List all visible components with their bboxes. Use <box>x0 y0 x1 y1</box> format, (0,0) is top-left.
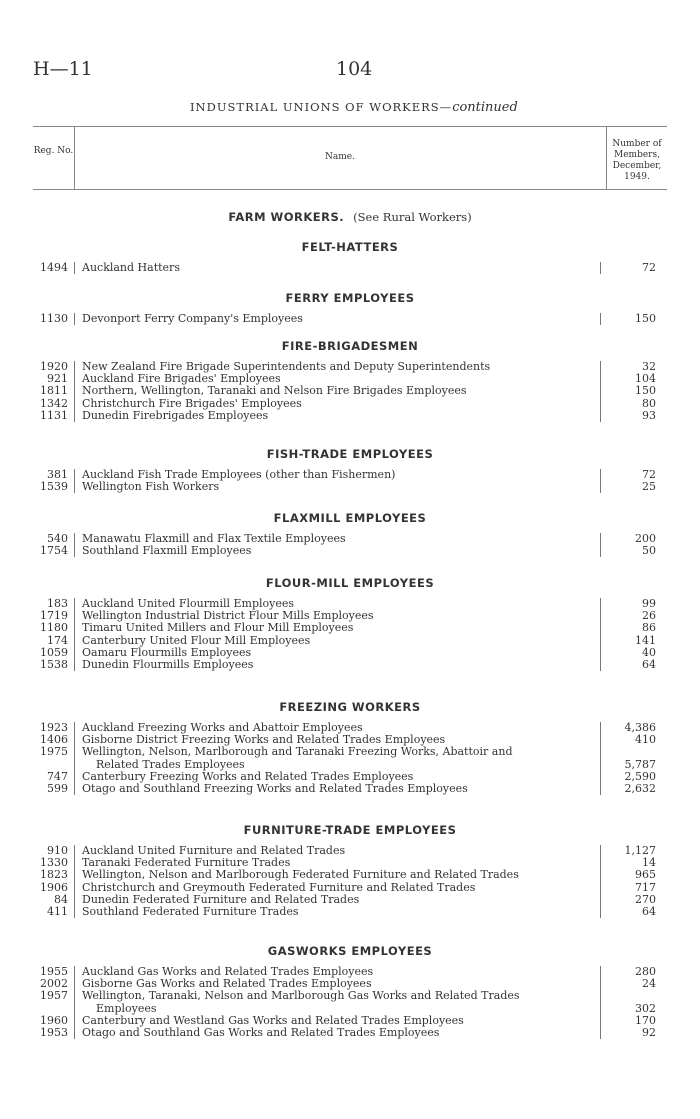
reg-number: 1180 <box>40 621 68 635</box>
reg-number: 1130 <box>40 312 68 325</box>
table-header-rule <box>33 189 667 190</box>
col-head-members: Number of Members, December, 1949. <box>612 139 662 182</box>
reg-number: 1131 <box>40 408 68 422</box>
member-count: 24 <box>642 977 656 991</box>
union-name: Wellington, Taranaki, Nelson and Marlborough Gas Works and Related Trades <box>82 989 520 1003</box>
reg-number: 1920 <box>40 360 68 373</box>
reg-number: 1342 <box>40 396 68 410</box>
reg-number: 540 <box>47 532 68 545</box>
table-row <box>0 635 700 647</box>
column-divider <box>600 845 601 918</box>
reg-number: 1960 <box>40 1013 68 1027</box>
union-name: Northern, Wellington, Taranaki and Nelson Fire Brigades Employees <box>82 384 467 398</box>
column-divider <box>74 361 75 422</box>
farm-workers-heading: FARM WORKERS. (See Rural Workers) <box>228 210 472 224</box>
union-name: Auckland Gas Works and Related Trades Employees <box>82 965 374 978</box>
table-row <box>0 659 700 671</box>
member-count: 64 <box>642 658 656 671</box>
union-name: Auckland Freezing Works and Abattoir Employees <box>82 721 363 734</box>
reg-number: 1330 <box>40 856 68 870</box>
member-count: 25 <box>642 480 656 494</box>
reg-number: 1975 <box>40 745 68 759</box>
column-divider <box>600 469 601 493</box>
table-row <box>0 398 700 410</box>
column-divider <box>600 966 601 1039</box>
reg-number: 1754 <box>40 544 68 558</box>
column-divider <box>600 722 601 795</box>
member-count: 93 <box>642 408 656 422</box>
member-count: 150 <box>635 312 656 325</box>
member-count: 280 <box>635 965 656 978</box>
union-name-continued: Employees <box>96 1001 157 1015</box>
union-name: Auckland United Furniture and Related Trades <box>82 844 346 857</box>
section-heading: FELT-HATTERS <box>301 240 399 254</box>
member-count: 92 <box>642 1026 656 1039</box>
table-row <box>0 622 700 634</box>
section-heading: FISH-TRADE EMPLOYEES <box>266 447 434 461</box>
page-code: H—11 <box>33 58 93 80</box>
reg-number: 910 <box>47 844 68 857</box>
member-count: 32 <box>642 360 656 373</box>
member-count: 717 <box>635 880 656 894</box>
member-count: 270 <box>635 892 656 906</box>
reg-number: 183 <box>47 597 68 610</box>
union-name: Wellington, Nelson and Marlborough Federated Furniture and Related Trades <box>82 868 519 882</box>
reg-number: 1719 <box>40 609 68 623</box>
table-row <box>0 410 700 422</box>
reg-number: 1539 <box>40 480 68 494</box>
member-count: 72 <box>642 261 656 274</box>
reg-number: 747 <box>47 769 68 783</box>
union-name: Auckland United Flourmill Employees <box>82 597 295 610</box>
member-count: 302 <box>635 1001 656 1015</box>
union-name: Dunedin Federated Furniture and Related Trades <box>82 892 360 906</box>
table-top-rule <box>33 126 667 127</box>
section-heading: FLAXMILL EMPLOYEES <box>273 511 427 525</box>
table-row <box>0 262 700 274</box>
reg-number: 2002 <box>40 977 68 991</box>
union-name: New Zealand Fire Brigade Superintendents and Deputy Superintendents <box>82 360 491 373</box>
member-count: 40 <box>642 645 656 659</box>
union-name: Dunedin Firebrigades Employees <box>82 408 269 422</box>
reg-number: 1538 <box>40 658 68 671</box>
union-name: Wellington Industrial District Flour Mills Employees <box>82 609 374 623</box>
reg-number: 1953 <box>40 1026 68 1039</box>
reg-number: 1906 <box>40 880 68 894</box>
section-heading: FIRE-BRIGADESMEN <box>281 339 419 353</box>
table-row <box>0 882 700 894</box>
member-count: 80 <box>642 396 656 410</box>
column-divider <box>600 598 601 671</box>
union-name: Auckland Fire Brigades' Employees <box>82 372 281 386</box>
member-count: 4,386 <box>624 721 656 734</box>
union-name: Otago and Southland Freezing Works and Related Trades Employees <box>82 782 468 795</box>
col-head-reg: Reg. No. <box>33 146 74 156</box>
member-count: 1,127 <box>624 844 656 857</box>
union-name: Devonport Ferry Company's Employees <box>82 312 303 325</box>
union-name: Manawatu Flaxmill and Flax Textile Employees <box>82 532 346 545</box>
member-count: 965 <box>635 868 656 882</box>
col-head-name: Name. <box>325 152 355 162</box>
union-name: Southland Federated Furniture Trades <box>82 905 299 918</box>
reg-number: 1923 <box>40 721 68 734</box>
column-divider <box>74 845 75 918</box>
column-divider <box>74 313 75 325</box>
column-divider <box>74 469 75 493</box>
union-name: Otago and Southland Gas Works and Related Trades Employees <box>82 1026 440 1039</box>
union-name: Gisborne District Freezing Works and Related Trades Employees <box>82 733 446 747</box>
union-name: Gisborne Gas Works and Related Trades Employees <box>82 977 372 991</box>
table-row <box>0 746 700 770</box>
table-row <box>0 545 700 557</box>
reg-number: 1955 <box>40 965 68 978</box>
reg-number: 921 <box>47 372 68 386</box>
column-divider <box>74 598 75 671</box>
page-number: 104 <box>336 58 373 80</box>
member-count: 2,590 <box>624 769 656 783</box>
column-divider <box>600 313 601 325</box>
union-name: Wellington, Nelson, Marlborough and Taranaki Freezing Works, Abattoir and <box>82 745 513 759</box>
column-divider <box>74 722 75 795</box>
section-heading: FREEZING WORKERS <box>279 700 421 714</box>
page-subtitle: INDUSTRIAL UNIONS OF WORKERS—continued <box>190 100 518 115</box>
union-name: Auckland Hatters <box>82 261 180 274</box>
reg-number: 411 <box>47 905 68 918</box>
member-count: 170 <box>635 1013 656 1027</box>
member-count: 2,632 <box>624 782 656 795</box>
column-divider <box>74 262 75 274</box>
column-divider <box>600 361 601 422</box>
union-name: Auckland Fish Trade Employees (other than Fishermen) <box>82 468 396 481</box>
member-count: 86 <box>642 621 656 635</box>
table-row <box>0 385 700 397</box>
reg-number: 1823 <box>40 868 68 882</box>
union-name: Taranaki Federated Furniture Trades <box>82 856 291 870</box>
union-name: Dunedin Flourmills Employees <box>82 658 254 671</box>
table-row <box>0 783 700 795</box>
union-name: Wellington Fish Workers <box>82 480 220 494</box>
reg-number: 599 <box>47 782 68 795</box>
union-name: Canterbury Freezing Works and Related Trades Employees <box>82 769 414 783</box>
column-divider <box>600 262 601 274</box>
union-name: Oamaru Flourmills Employees <box>82 645 252 659</box>
reg-number: 1494 <box>40 261 68 274</box>
union-name: Christchurch and Greymouth Federated Furniture and Related Trades <box>82 880 476 894</box>
member-count: 72 <box>642 468 656 481</box>
member-count: 104 <box>635 372 656 386</box>
reg-number: 174 <box>47 633 68 647</box>
reg-number: 1811 <box>40 384 68 398</box>
column-divider <box>600 533 601 557</box>
section-heading: GASWORKS EMPLOYEES <box>267 944 433 958</box>
reg-number: 1059 <box>40 645 68 659</box>
union-name: Canterbury United Flour Mill Employees <box>82 633 311 647</box>
table-row <box>0 869 700 881</box>
section-heading: FURNITURE-TRADE EMPLOYEES <box>243 823 457 837</box>
member-count: 150 <box>635 384 656 398</box>
table-row <box>0 481 700 493</box>
member-count: 99 <box>642 597 656 610</box>
union-name: Timaru United Millers and Flour Mill Employees <box>82 621 354 635</box>
reg-number: 84 <box>54 892 68 906</box>
column-divider <box>74 533 75 557</box>
member-count: 14 <box>642 856 656 870</box>
member-count: 50 <box>642 544 656 558</box>
table-row <box>0 313 700 325</box>
union-name: Christchurch Fire Brigades' Employees <box>82 396 302 410</box>
union-name: Canterbury and Westland Gas Works and Related Trades Employees <box>82 1013 464 1027</box>
union-name: Southland Flaxmill Employees <box>82 544 252 558</box>
member-count: 26 <box>642 609 656 623</box>
section-heading: FERRY EMPLOYEES <box>285 291 415 305</box>
member-count: 200 <box>635 532 656 545</box>
table-row <box>0 1027 700 1039</box>
member-count: 5,787 <box>624 757 656 771</box>
reg-number: 1406 <box>40 733 68 747</box>
member-count: 410 <box>635 733 656 747</box>
column-divider <box>74 966 75 1039</box>
table-row <box>0 990 700 1014</box>
member-count: 64 <box>642 905 656 918</box>
member-count: 141 <box>635 633 656 647</box>
reg-number: 1957 <box>40 989 68 1003</box>
section-heading: FLOUR-MILL EMPLOYEES <box>265 576 435 590</box>
union-name-continued: Related Trades Employees <box>96 757 245 771</box>
table-row <box>0 906 700 918</box>
reg-number: 381 <box>47 468 68 481</box>
